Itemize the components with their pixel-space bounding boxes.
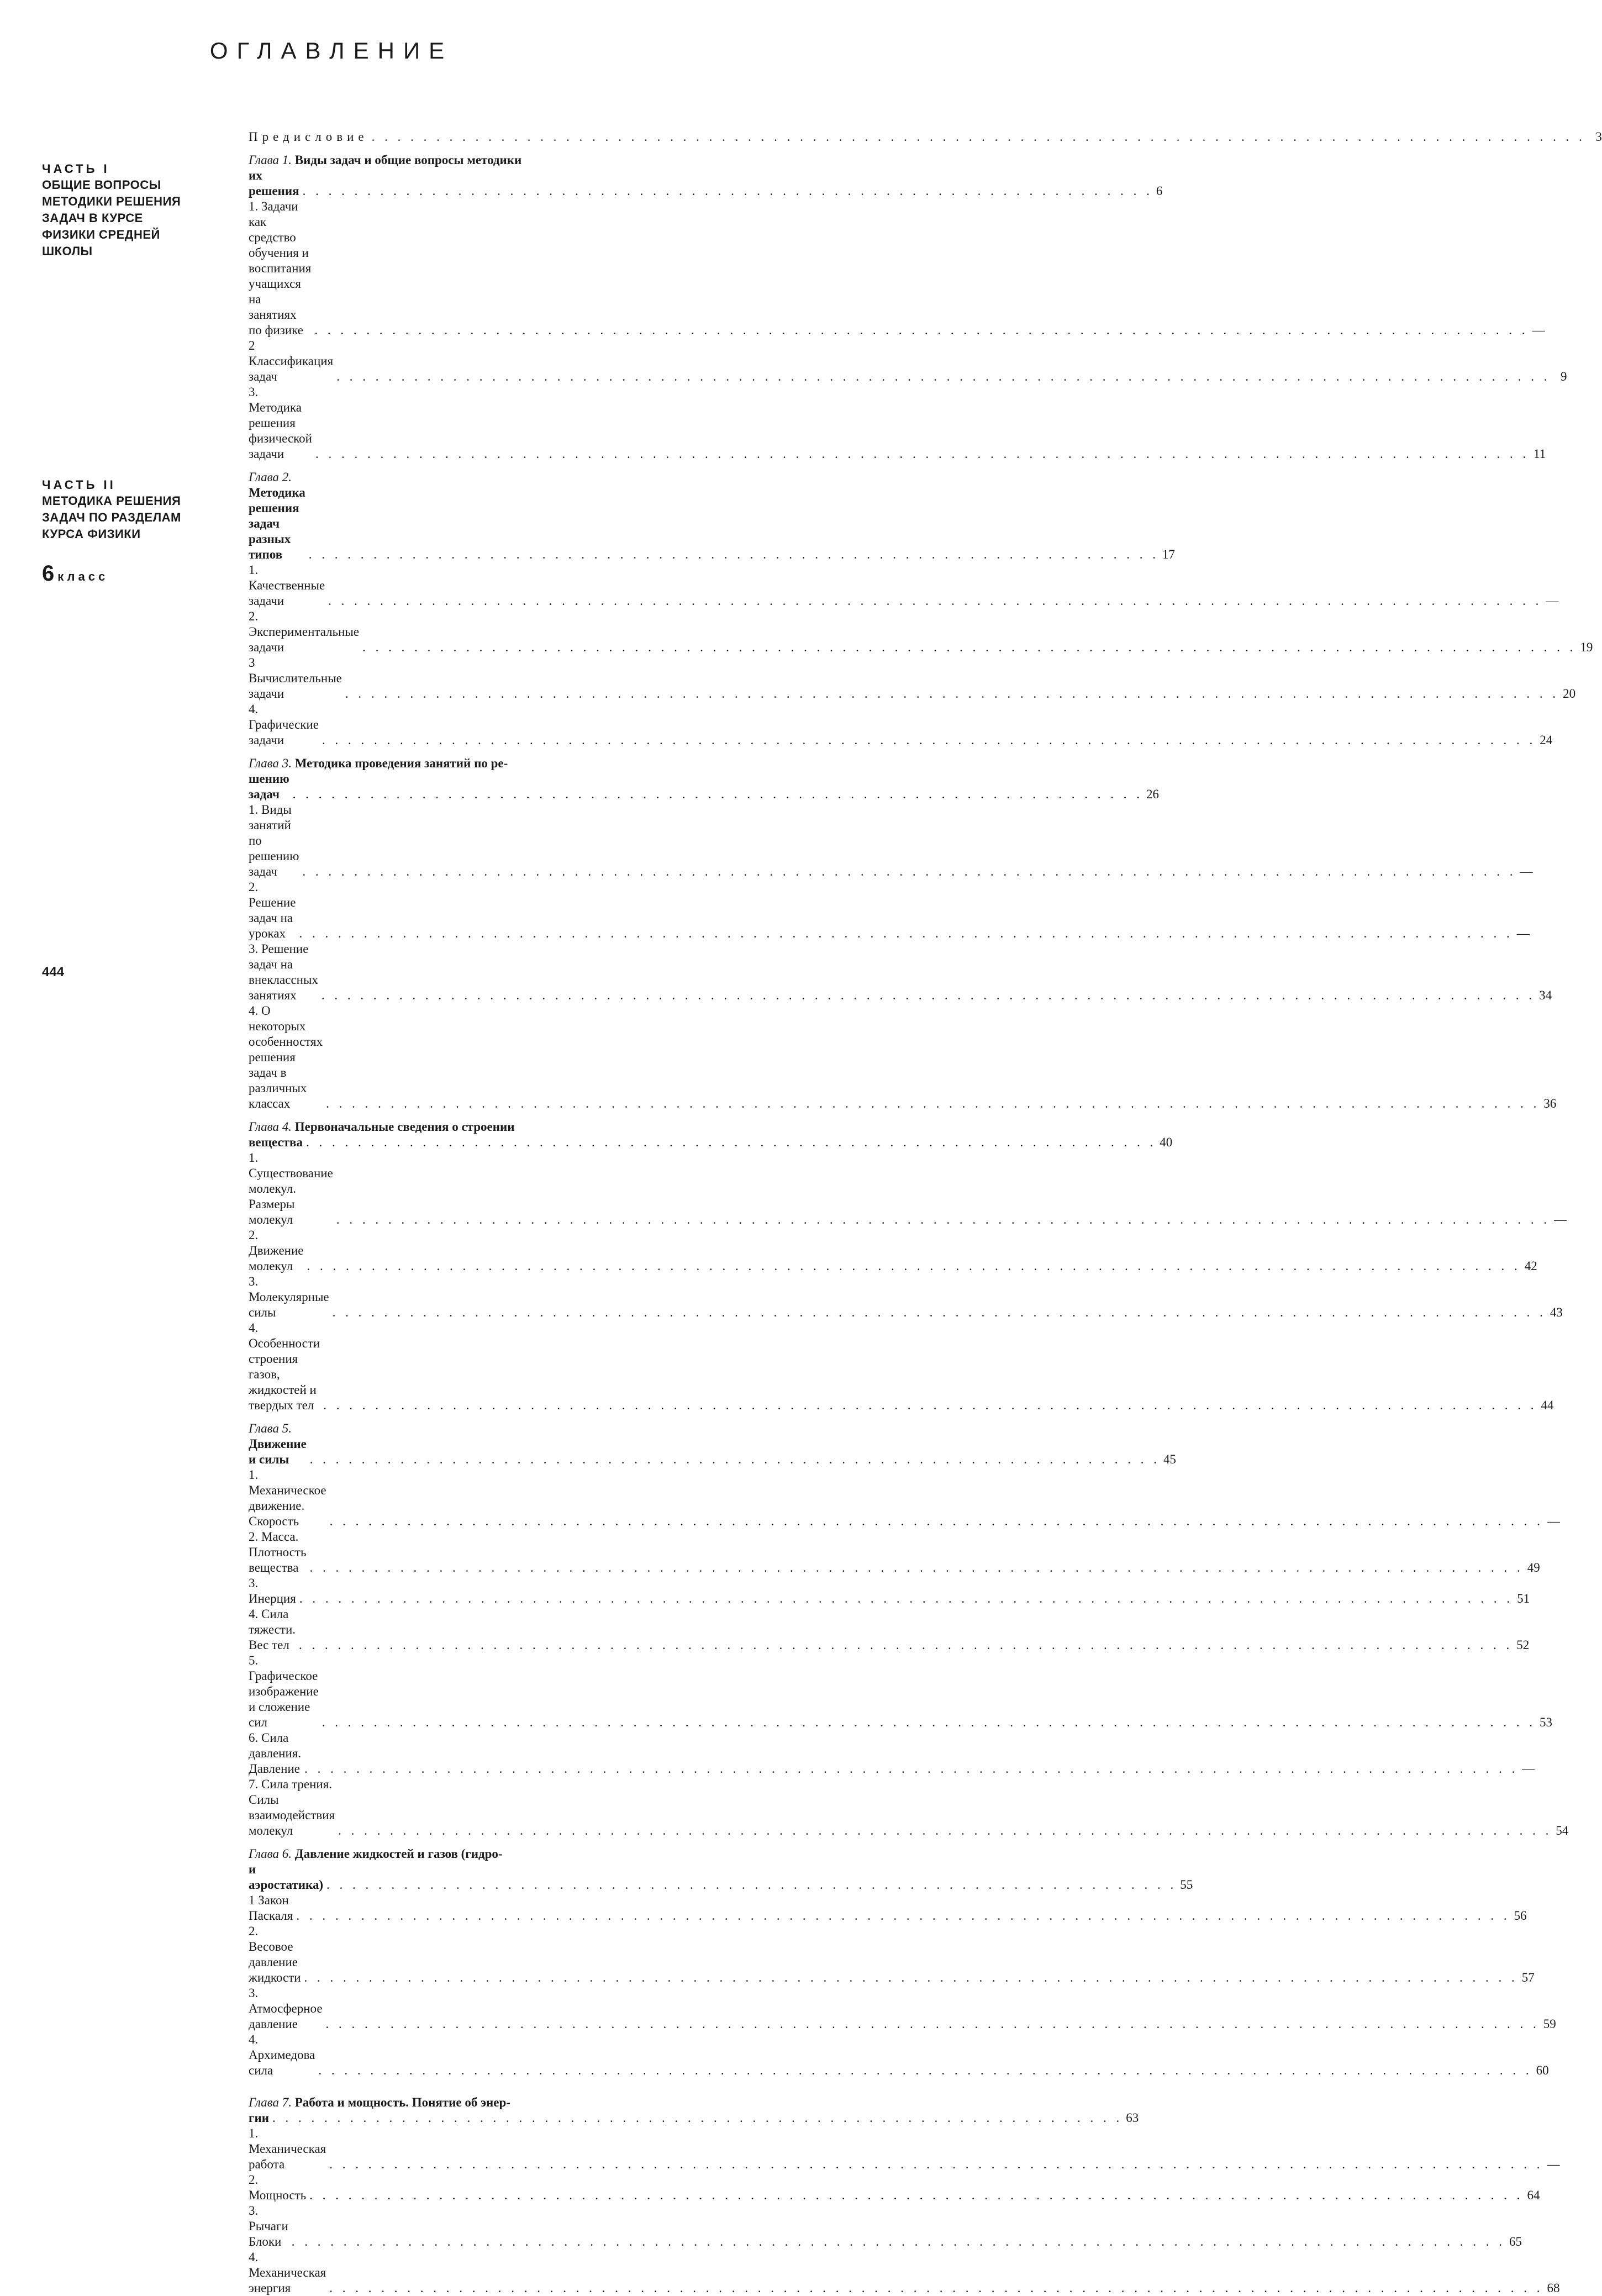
entry-page: 43 xyxy=(1550,1305,1563,1319)
toc-chapter xyxy=(249,152,1567,462)
chapter-number: Глава 3. xyxy=(249,756,292,770)
toc-chapter xyxy=(249,1421,1569,1839)
dot-leader xyxy=(372,129,1585,145)
chapter-title-line: Первоначальные сведения о строении xyxy=(294,1120,515,1134)
entry-title: 4. Архимедова сила xyxy=(249,2032,315,2077)
toc-item xyxy=(249,1730,1535,1777)
chapter-number: Глава 1. xyxy=(249,153,292,167)
entry-page: 34 xyxy=(1539,988,1552,1002)
dot-leader xyxy=(303,183,1153,199)
entry-title: 3. Рычаги Блоки xyxy=(249,2204,288,2248)
entry-page: 68 xyxy=(1547,2281,1560,2295)
entry-page: 59 xyxy=(1543,2017,1556,2031)
entry-title: 1. Существование молекул. Размеры молекул xyxy=(249,1151,333,1226)
entry-title: 2. Мощность xyxy=(249,2173,307,2202)
entry-title: 1. Качественные задачи xyxy=(249,563,325,608)
dot-leader xyxy=(326,1877,1177,1893)
dot-leader xyxy=(307,1258,1520,1274)
dot-leader xyxy=(310,1452,1160,1467)
entry-title: 4. Графические задачи xyxy=(249,702,319,747)
entry-page: — xyxy=(1516,926,1530,940)
chapter-title-line: Методика проведения занятий по ре- xyxy=(294,756,508,770)
entry-title: 2 Классификация задач xyxy=(249,339,334,383)
chapter-title-line: вещества xyxy=(249,1135,303,1149)
entry-title: 7. Сила трения. Силы взаимодействия молекул xyxy=(249,1777,335,1837)
entry-page: 36 xyxy=(1543,1097,1557,1110)
toc-item xyxy=(249,880,1530,941)
toc-item xyxy=(249,655,1576,702)
entry-title: 4. О некоторых особенностях решения задач в различных классах xyxy=(249,1004,323,1110)
entry-page: 64 xyxy=(1527,2188,1540,2202)
entry-title: 3 Вычислительные задачи xyxy=(249,656,342,701)
entry-title: 3. Методика решения физической задачи xyxy=(249,385,312,461)
chapter-title-line: и аэростатика) xyxy=(249,1862,324,1892)
chapter-heading xyxy=(249,1119,1173,1150)
dot-leader xyxy=(323,1398,1537,1413)
toc-item xyxy=(249,1576,1530,1607)
chapter-heading xyxy=(249,1846,1193,1893)
chapter-heading xyxy=(249,756,1159,802)
dot-leader xyxy=(336,369,1550,385)
toc-item xyxy=(249,385,1546,462)
entry-page: 42 xyxy=(1524,1259,1537,1273)
class-number: 6 xyxy=(42,561,55,586)
dot-leader xyxy=(329,2157,1543,2172)
entry-page: 52 xyxy=(1516,1638,1530,1652)
chapter-title-line: шению задач xyxy=(249,772,289,801)
toc-chapter xyxy=(249,2095,1560,2296)
toc-item xyxy=(249,1320,1554,1413)
part-title: ОБЩИЕ ВОПРОСЫ МЕТОДИКИ РЕШЕНИЯ ЗАДАЧ В КУРСЕ ФИЗИКИ СРЕДНЕЙ ШКОЛЫ xyxy=(42,178,181,258)
entry-page: 20 xyxy=(1563,687,1576,701)
dot-leader xyxy=(338,1823,1552,1839)
chapter-number: Глава 2. xyxy=(249,470,292,484)
chapter-heading xyxy=(249,1421,1177,1467)
entry-page: 54 xyxy=(1556,1824,1569,1837)
entry-title: 2. Решение задач на уроках xyxy=(249,880,296,940)
toc-chapter xyxy=(249,1119,1567,1413)
toc-item xyxy=(249,1924,1535,1986)
entry-title: 6. Сила давления. Давление xyxy=(249,1731,302,1776)
toc-item xyxy=(249,609,1593,655)
chapter-page: 17 xyxy=(1162,547,1175,561)
entry-title: 1. Механическое движение. Скорость xyxy=(249,1468,326,1528)
table-of-contents xyxy=(249,0,1602,2296)
toc-item xyxy=(249,1607,1530,1653)
dot-leader xyxy=(292,2234,1505,2250)
entry-page: 57 xyxy=(1521,1971,1535,1984)
toc-item xyxy=(249,2172,1540,2203)
dot-leader xyxy=(306,1135,1156,1150)
entry-page: 65 xyxy=(1509,2235,1522,2248)
dot-leader xyxy=(322,988,1535,1003)
entry-page: 19 xyxy=(1580,640,1593,654)
toc-item xyxy=(249,1274,1563,1320)
toc-item xyxy=(249,2250,1560,2296)
chapter-title-line: Методика решения задач разных типов xyxy=(249,486,305,561)
toc-item xyxy=(249,2126,1560,2172)
entry-title: 5. Графическое изображение и сложение сил xyxy=(249,1653,319,1729)
toc-item xyxy=(249,338,1567,385)
entry-title: 4. Механическая энергия xyxy=(249,2250,326,2295)
page-number: 444 xyxy=(42,965,65,980)
entry-title: 1 Закон Паскаля xyxy=(249,1893,293,1923)
entry-page: — xyxy=(1520,865,1533,878)
entry-page: — xyxy=(1554,1213,1567,1226)
dot-leader xyxy=(329,2281,1543,2296)
entry-title: Предисловие xyxy=(249,130,368,144)
dot-leader xyxy=(318,2063,1532,2078)
toc-item xyxy=(249,2203,1522,2250)
entry-title: 3. Молекулярные силы xyxy=(249,1275,329,1319)
entry-title: 1. Механическая работа xyxy=(249,2126,326,2171)
toc-item xyxy=(249,1150,1567,1228)
toc-item xyxy=(249,2032,1549,2078)
toc-preface xyxy=(249,129,1602,145)
toc-item xyxy=(249,1228,1537,1274)
entry-page: 53 xyxy=(1540,1715,1553,1729)
entry-title: 2. Весовое давление жидкости xyxy=(249,1924,301,1984)
chapter-page: 63 xyxy=(1126,2111,1139,2125)
dot-leader xyxy=(345,686,1559,702)
dot-leader xyxy=(299,1637,1513,1653)
chapter-title-line: их решения xyxy=(249,168,299,198)
toc-item xyxy=(249,1529,1540,1576)
dot-leader xyxy=(314,323,1528,338)
class-heading xyxy=(42,561,224,586)
entry-page: 49 xyxy=(1527,1561,1540,1574)
chapter-heading xyxy=(249,470,1175,562)
chapter-page: 6 xyxy=(1156,184,1163,198)
chapter-title-line: Движение и силы xyxy=(249,1437,307,1466)
dot-leader xyxy=(362,640,1576,655)
dot-leader xyxy=(304,1761,1518,1777)
chapter-page: 55 xyxy=(1180,1878,1193,1892)
dot-leader xyxy=(302,864,1516,880)
entry-page: 56 xyxy=(1514,1909,1527,1923)
entry-title: 3. Решение задач на внеклассных занятиях xyxy=(249,942,318,1002)
toc-chapter xyxy=(249,1846,1556,2078)
entry-page: 9 xyxy=(1560,370,1567,383)
toc-chapter xyxy=(249,470,1593,748)
chapter-number: Глава 4. xyxy=(249,1120,292,1134)
dot-leader xyxy=(299,1591,1513,1607)
chapter-title-line: Виды задач и общие вопросы методики xyxy=(294,153,522,167)
entry-page: 44 xyxy=(1541,1398,1554,1412)
dot-leader xyxy=(309,547,1159,562)
toc-item xyxy=(249,702,1553,748)
dot-leader xyxy=(336,1212,1550,1228)
part-label: ЧАСТЬ II xyxy=(42,478,116,492)
entry-page: — xyxy=(1522,1762,1535,1776)
toc-item xyxy=(249,1893,1527,1924)
dot-leader xyxy=(309,1560,1523,1576)
part-title: МЕТОДИКА РЕШЕНИЯ ЗАДАЧ ПО РАЗДЕЛАМ КУРСА ФИЗИКИ xyxy=(42,494,181,541)
entry-title: 4. Сила тяжести. Вес тел xyxy=(249,1607,296,1652)
toc-chapter xyxy=(249,756,1557,1112)
class-word: класс xyxy=(57,570,109,583)
entry-page: 51 xyxy=(1517,1592,1530,1605)
toc-item xyxy=(249,199,1545,338)
entry-page: — xyxy=(1547,1514,1560,1528)
dot-leader xyxy=(309,2188,1523,2203)
entry-title: 1. Виды занятий по решению задач xyxy=(249,803,299,878)
entry-title: 3. Атмосферное давление xyxy=(249,1986,323,2031)
entry-title: 3. Инерция xyxy=(249,1576,296,1605)
entry-page: — xyxy=(1547,2157,1560,2171)
toc-item xyxy=(249,1467,1560,1529)
entry-page: — xyxy=(1532,323,1545,337)
chapter-number: Глава 5. xyxy=(249,1421,292,1435)
entry-title: 1. Задачи как средство обучения и воспитания учащихся на занятиях по физике xyxy=(249,199,312,337)
dot-leader xyxy=(322,1715,1536,1730)
dot-leader xyxy=(315,446,1529,462)
dot-leader xyxy=(326,1096,1540,1112)
entry-title: 2. Экспериментальные задачи xyxy=(249,609,360,654)
chapter-title-line: гии xyxy=(249,2111,269,2125)
chapter-page: 45 xyxy=(1163,1452,1177,1466)
toc-item xyxy=(249,941,1552,1003)
toc-item xyxy=(249,562,1559,609)
entry-title: 2. Масса. Плотность вещества xyxy=(249,1530,307,1574)
entry-page: 24 xyxy=(1540,733,1553,747)
chapter-title-line: Давление жидкостей и газов (гидро- xyxy=(294,1847,503,1861)
toc-item xyxy=(249,1003,1557,1112)
entry-page: 11 xyxy=(1534,447,1546,461)
part-one-heading xyxy=(42,161,224,260)
dot-leader xyxy=(299,926,1513,941)
chapter-number: Глава 6. xyxy=(249,1847,292,1861)
toc-item xyxy=(249,1777,1569,1839)
part-two-heading xyxy=(42,477,224,586)
chapter-heading xyxy=(249,152,1163,199)
dot-leader xyxy=(296,1908,1510,1924)
chapter-page: 26 xyxy=(1146,787,1159,801)
dot-leader xyxy=(293,787,1143,802)
page-title: ОГЛАВЛЕНИЕ xyxy=(209,38,454,64)
toc-item xyxy=(249,1986,1556,2032)
part-label: ЧАСТЬ I xyxy=(42,162,110,176)
dot-leader xyxy=(328,593,1542,609)
chapter-heading xyxy=(249,2095,1139,2126)
entry-page: — xyxy=(1546,594,1559,608)
toc-item xyxy=(249,802,1533,880)
toc-item xyxy=(249,1653,1553,1730)
chapter-title-line: Работа и мощность. Понятие об энер- xyxy=(294,2095,510,2109)
dot-leader xyxy=(304,1970,1518,1986)
dot-leader xyxy=(333,1305,1546,1320)
entry-page: 60 xyxy=(1536,2063,1549,2077)
entry-page: 3 xyxy=(1595,130,1602,144)
entry-title: 4. Особенности строения газов, жидкостей и твердых тел xyxy=(249,1321,320,1412)
dot-leader xyxy=(330,1514,1543,1529)
dot-leader xyxy=(322,733,1536,748)
dot-leader xyxy=(326,2016,1540,2032)
chapter-page: 40 xyxy=(1160,1135,1173,1149)
dot-leader xyxy=(272,2110,1123,2126)
chapter-number: Глава 7. xyxy=(249,2095,292,2109)
entry-title: 2. Движение молекул xyxy=(249,1228,304,1273)
